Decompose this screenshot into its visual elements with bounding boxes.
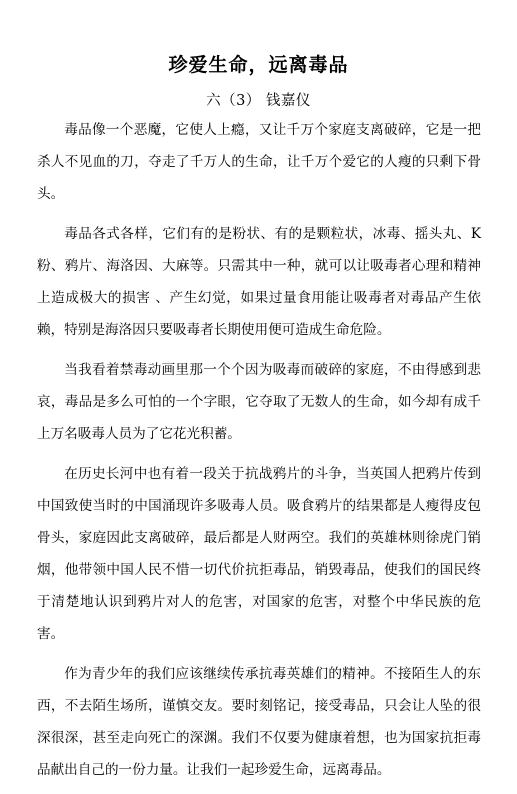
author-byline: 六（3） 钱嘉仪 (206, 93, 311, 109)
document-title: 珍爱生命，远离毒品 (168, 54, 349, 76)
document-body (37, 114, 481, 794)
paragraph: 毒品各式各样，它们有的是粉状、有的是颗粒状，冰毒、摇头丸、K粉、鸦片、海洛因、大麻等。只需其中一种，就可以让吸毒者心理和精神上造成极大的损害 、产生幻觉，如果过量食用能让吸毒者对毒品产生依赖，特别是海洛因只要吸毒者长期使用便可造成生命危险。 (37, 226, 481, 338)
paragraph: 毒品像一个恶魔，它使人上瘾，又让千万个家庭支离破碎，它是一把杀人不见血的刀，夺走了千万人的生命，让千万个爱它的人瘦的只剩下骨头。 (37, 122, 481, 202)
paragraph: 作为青少年的我们应该继续传承抗毒英雄们的精神。不接陌生人的东西，不去陌生场所，谨慎交友。要时刻铭记，接受毒品，只会让人坠的很深很深，甚至走向死亡的深渊。我们不仅要为健康着想，也为国家抗拒毒品献出自己的一份力量。让我们一起珍爱生命，远离毒品。 (37, 666, 481, 778)
paragraph: 在历史长河中也有着一段关于抗战鸦片的斗争，当英国人把鸦片传到中国致使当时的中国涌现许多吸毒人员。吸食鸦片的结果都是人瘦得皮包骨头，家庭因此支离破碎，最后都是人财两空。我们的英雄林则徐虎门销烟，他带领中国人民不惜一切代价抗拒毒品，销毁毒品，使我们的国民终于清楚地认识到鸦片对人的危害，对国家的危害，对整个中华民族的危害。 (37, 466, 481, 642)
paragraph: 当我看着禁毒动画里那一个个因为吸毒而破碎的家庭，不由得感到悲哀，毒品是多么可怕的一个字眼，它夺取了无数人的生命，如今却有成千上万名吸毒人员为了它花光积蓄。 (37, 362, 481, 442)
